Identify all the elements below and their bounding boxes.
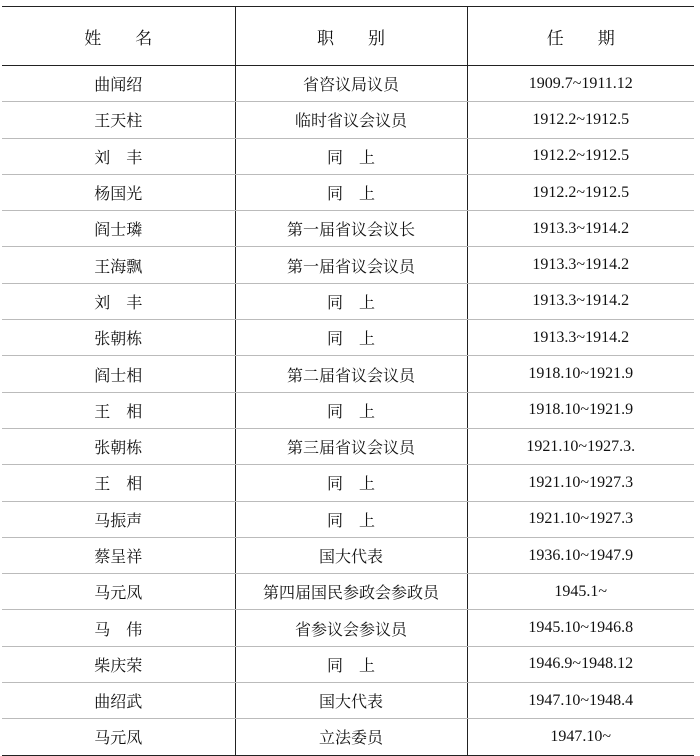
cell-position: 国大代表	[235, 683, 467, 719]
cell-position: 同 上	[235, 646, 467, 682]
cell-position: 同 上	[235, 283, 467, 319]
table-row	[2, 283, 694, 319]
cell-name: 张朝栋	[2, 320, 235, 356]
table-header	[2, 7, 694, 66]
cell-position: 第三届省议会议员	[235, 428, 467, 464]
cell-term: 1918.10~1921.9	[467, 356, 694, 392]
table-row	[2, 66, 694, 102]
cell-position: 第一届省议会议长	[235, 211, 467, 247]
cell-position: 同 上	[235, 138, 467, 174]
cell-name: 张朝栋	[2, 428, 235, 464]
cell-term: 1946.9~1948.12	[467, 646, 694, 682]
table-row	[2, 610, 694, 646]
cell-term: 1912.2~1912.5	[467, 138, 694, 174]
cell-name: 王 相	[2, 465, 235, 501]
table-row	[2, 392, 694, 428]
cell-position: 同 上	[235, 501, 467, 537]
table-row	[2, 320, 694, 356]
table-row	[2, 646, 694, 682]
cell-term: 1912.2~1912.5	[467, 174, 694, 210]
cell-name: 王 相	[2, 392, 235, 428]
table-row	[2, 138, 694, 174]
cell-position: 第二届省议会议员	[235, 356, 467, 392]
cell-term: 1921.10~1927.3.	[467, 428, 694, 464]
cell-name: 阎士相	[2, 356, 235, 392]
cell-name: 王天柱	[2, 102, 235, 138]
header-name: 姓 名	[2, 7, 235, 66]
cell-name: 王海飘	[2, 247, 235, 283]
cell-term: 1909.7~1911.12	[467, 66, 694, 102]
cell-name: 马元凤	[2, 574, 235, 610]
table-row	[2, 428, 694, 464]
cell-position: 第一届省议会议员	[235, 247, 467, 283]
cell-position: 第四届国民参政会参政员	[235, 574, 467, 610]
cell-name: 蔡呈祥	[2, 537, 235, 573]
table-row	[2, 537, 694, 573]
table-row	[2, 501, 694, 537]
cell-position: 同 上	[235, 392, 467, 428]
cell-name: 杨国光	[2, 174, 235, 210]
cell-term: 1947.10~	[467, 719, 694, 755]
cell-position: 临时省议会议员	[235, 102, 467, 138]
cell-name: 马 伟	[2, 610, 235, 646]
cell-position: 省咨议局议员	[235, 66, 467, 102]
table-row	[2, 574, 694, 610]
cell-term: 1912.2~1912.5	[467, 102, 694, 138]
cell-term: 1913.3~1914.2	[467, 320, 694, 356]
officials-table-container	[2, 6, 694, 756]
cell-term: 1947.10~1948.4	[467, 683, 694, 719]
cell-name: 曲绍武	[2, 683, 235, 719]
table-row	[2, 247, 694, 283]
cell-term: 1913.3~1914.2	[467, 247, 694, 283]
cell-term: 1945.1~	[467, 574, 694, 610]
cell-name: 刘 丰	[2, 138, 235, 174]
table-row	[2, 356, 694, 392]
header-term: 任 期	[467, 7, 694, 66]
cell-term: 1921.10~1927.3	[467, 465, 694, 501]
cell-name: 马振声	[2, 501, 235, 537]
cell-name: 柴庆荣	[2, 646, 235, 682]
cell-term: 1913.3~1914.2	[467, 283, 694, 319]
officials-table	[2, 6, 694, 756]
cell-position: 省参议会参议员	[235, 610, 467, 646]
table-row	[2, 102, 694, 138]
cell-term: 1921.10~1927.3	[467, 501, 694, 537]
cell-name: 曲闻绍	[2, 66, 235, 102]
cell-position: 立法委员	[235, 719, 467, 755]
table-row	[2, 211, 694, 247]
table-row	[2, 683, 694, 719]
cell-position: 国大代表	[235, 537, 467, 573]
cell-position: 同 上	[235, 174, 467, 210]
cell-term: 1913.3~1914.2	[467, 211, 694, 247]
cell-name: 马元凤	[94, 728, 143, 748]
cell-term: 1936.10~1947.9	[467, 537, 694, 573]
cell-name: 刘 丰	[2, 283, 235, 319]
cell-name: 阎士璘	[2, 211, 235, 247]
header-position: 职 别	[235, 7, 467, 66]
cell-term: 1945.10~1946.8	[467, 610, 694, 646]
header-row	[2, 7, 694, 66]
cell-term: 1918.10~1921.9	[467, 392, 694, 428]
table-row	[2, 719, 694, 755]
cell-position: 同 上	[235, 320, 467, 356]
cell-position: 同 上	[235, 465, 467, 501]
table-body	[2, 66, 694, 756]
table-row	[2, 465, 694, 501]
table-row	[2, 174, 694, 210]
